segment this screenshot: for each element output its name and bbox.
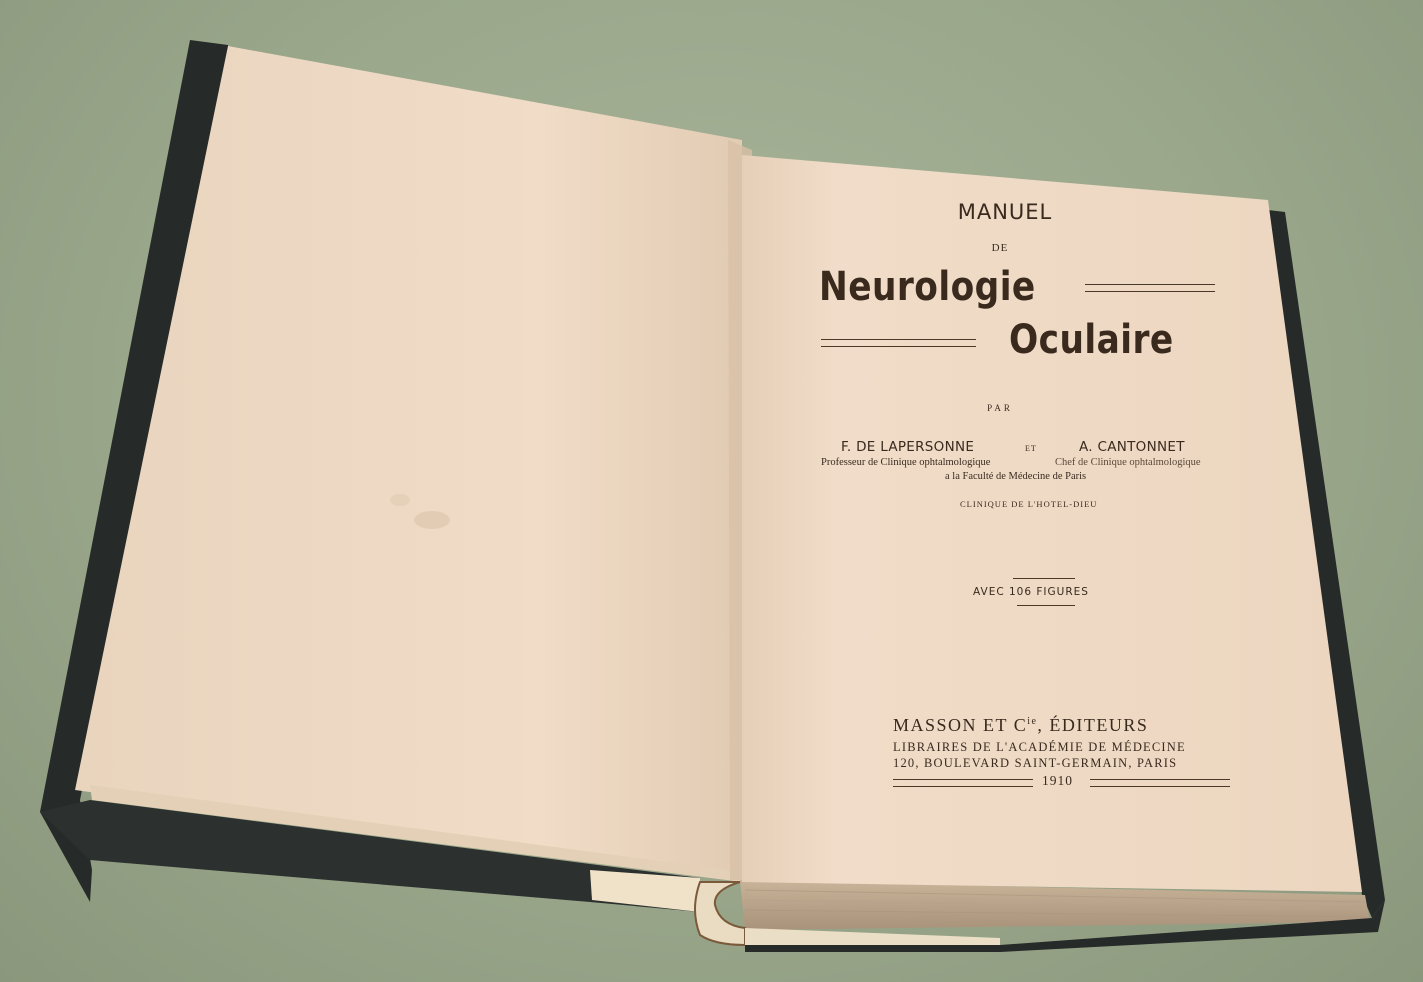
figures-rule-top — [1013, 578, 1075, 579]
label-et: ET — [1025, 444, 1037, 453]
title-page — [755, 160, 1365, 860]
title-rule-right — [1085, 282, 1215, 294]
spine-headband — [695, 882, 745, 945]
author1-title: Professeur de Clinique ophtalmologique — [821, 457, 991, 468]
title-oculaire: Oculaire — [1009, 317, 1174, 363]
author2-title: Chef de Clinique ophtalmologique — [1055, 457, 1201, 468]
year-rule-left — [893, 777, 1033, 786]
publisher-libraires: LIBRAIRES DE L'ACADÉMIE DE MÉDECINE — [893, 740, 1186, 754]
publisher-name — [893, 715, 1148, 736]
title-neurologie: Neurologie — [819, 264, 1036, 310]
label-de: DE — [991, 242, 1009, 254]
author-cantonnet: A. CANTONNET — [1079, 439, 1185, 455]
publisher-rest: , ÉDITEURS — [1037, 715, 1149, 735]
figures-line: AVEC 106 FIGURES — [973, 586, 1089, 598]
clinic-line: CLINIQUE DE L'HOTEL-DIEU — [960, 499, 1098, 509]
publisher-address: 120, BOULEVARD SAINT-GERMAIN, PARIS — [893, 756, 1178, 770]
title-rule-left — [821, 337, 976, 349]
year-rule-right — [1090, 777, 1230, 786]
publisher-main: MASSON ET C — [893, 715, 1028, 735]
foxing-mark — [414, 511, 450, 529]
label-manuel: MANUEL — [957, 200, 1053, 224]
foxing-mark — [390, 494, 410, 506]
bottom-paper-strip — [745, 928, 1000, 945]
label-par: PAR — [987, 403, 1013, 413]
author-lapersonne: F. DE LAPERSONNE — [841, 439, 975, 455]
publication-year: 1910 — [1042, 773, 1073, 788]
faculty-line: a la Faculté de Médecine de Paris — [945, 471, 1087, 482]
publisher-sup: ie — [1027, 716, 1038, 727]
figures-rule-bottom — [1017, 605, 1075, 606]
